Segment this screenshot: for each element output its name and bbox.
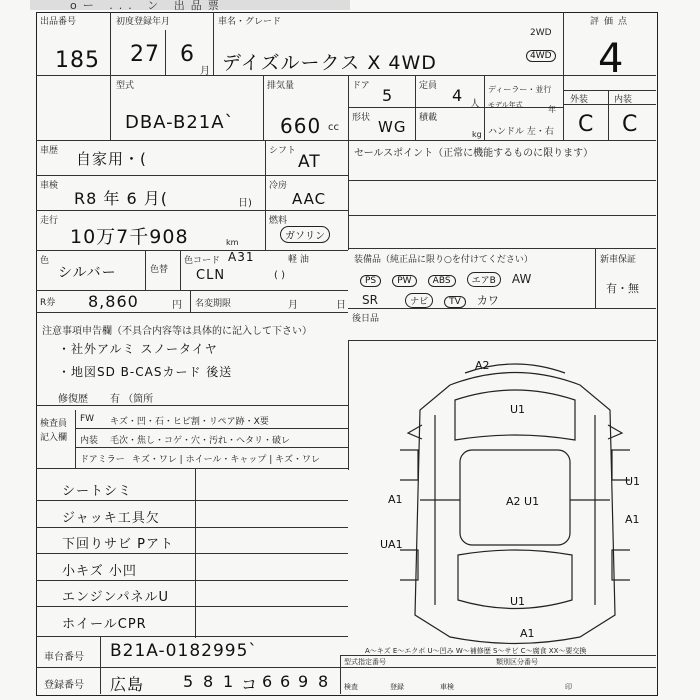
cc-label: 排気量 [267,81,295,91]
first-reg-label: 初度登録年月 [116,17,171,27]
divider [36,553,348,554]
capacity-unit: 人 [470,99,480,110]
divider [348,75,349,250]
divider [75,428,348,429]
chassis-label: 車台番号 [44,652,84,663]
name-expiry-label: 名変期限 [195,299,232,309]
shape-label: 形状 [352,113,371,123]
drive-2wd: 2WD [530,28,552,38]
reg-class-2: 8 [203,672,215,691]
divider [348,248,656,249]
handwritten-3: 下回りサビ Pアト [62,537,174,552]
divider [36,312,348,313]
divider [145,250,146,290]
door-label: ドア [352,81,370,91]
divider [595,248,596,308]
first-reg-year: 27 [130,42,160,67]
mini-label-6: 印 [565,683,572,691]
equip-sr: SR [362,293,378,307]
inspection-label: 車検 [40,181,59,191]
inspector-row-1-key: FW [80,414,95,424]
equipment-title: 装備品（純正品に限り○を付けてください） [354,255,533,265]
model-value: DBA-B21A` [125,112,235,133]
inspector-row-2-key: 内装 [80,436,99,446]
equipment-row-2 [362,289,499,308]
lot-number: 185 [55,48,100,73]
divider [165,30,166,75]
divider [75,447,348,448]
inspection-value: R8 年 6 月( [74,189,168,208]
equip-abs: ABS [428,275,456,287]
inspector-row-1-value: キズ・凹・石・ヒビ割・リペア跡・X要 [110,417,269,427]
color-label: 色 [40,256,50,266]
reg-class-1: 5 [183,672,195,691]
exterior-grade: C [578,112,595,137]
inspection-tail: 日) [238,198,252,209]
mini-label-2: 類別区分番号 [496,658,538,666]
mileage-unit: km [226,238,239,247]
mini-label-5: 車検 [440,683,454,691]
repair-history-value: 有 （箇所 [110,394,154,405]
name-grade-label: 車名・グレード [218,17,282,27]
model-year-label: モデル年式 [488,101,523,109]
divider [36,500,348,501]
year-unit: 年 [548,105,556,114]
divider [36,468,348,469]
fuel-label: 燃料 [269,216,288,226]
cc-value: 660 [280,114,322,138]
cc-unit: cc [328,122,339,133]
mini-label-3: 検査 [344,683,358,691]
handwritten-2: ジャッキ工具欠 [62,511,160,526]
handwritten-4: 小キズ 小凹 [62,564,137,579]
divider [36,606,348,607]
reg-area: 広島 [110,675,145,694]
handle-label: ハンドル 左・右 [488,127,554,137]
notes-line-1: ・社外アルミ スノータイヤ [58,342,218,356]
month-label: 月 [288,300,298,311]
diagram-mark-2: U1 [510,403,526,416]
inspector-row-3-key: ドアミラー [80,455,125,465]
diagram-mark-1: A2 [475,359,490,372]
equip-pw: PW [392,275,416,287]
divider [36,405,348,406]
chassis-number: B21A-0182995` [110,641,258,661]
diagram-mark-5: A2 U1 [506,495,540,508]
divider [348,107,563,108]
mini-label-4: 登録 [390,683,404,691]
reg-kana: コ [241,675,259,694]
handwritten-6: ホイールCPR [62,617,147,632]
color-value: シルバー [58,265,117,281]
equip-tv: TV [444,296,466,308]
diagram-mark-9: A1 [520,627,535,640]
reg-digit-3: 9 [298,672,310,691]
diagram-mark-6: A1 [625,513,640,526]
fuel-value: ガソリン [280,226,330,243]
divider [563,90,656,91]
use-label: 車歴 [40,146,59,156]
reg-class-3: 1 [223,672,235,691]
reg-digit-2: 6 [280,672,292,691]
equip-aw: AW [511,272,532,286]
divider [348,215,656,216]
light-oil-paren: ( ) [274,270,285,281]
use-value: 自家用・( [76,150,147,168]
reg-digit-4: 8 [318,672,330,691]
divider [36,210,348,211]
divider [36,580,348,581]
name-grade-value: デイズルークス X 4WD [222,52,437,74]
notes-line-2: ・地図SD B-CASカード 後送 [58,365,233,379]
light-oil-label: 軽 油 [288,255,309,265]
recycle-unit: 円 [172,300,182,311]
recycle-value: 8,860 [88,292,139,311]
diagram-mark-4: U1 [625,475,641,488]
color-change-label: 色替 [150,265,169,275]
new-car-warranty-label: 新車保証 [600,255,637,265]
divider [563,104,656,105]
first-reg-month: 6 [180,42,195,67]
divider [348,340,656,341]
divider [75,410,76,468]
shape-value: WG [378,118,407,136]
load-label: 積載 [419,113,438,123]
car-damage-diagram [380,355,650,645]
divider [348,180,656,181]
divider [110,12,111,140]
divider [563,12,564,140]
repair-history-label: 修復歴 [58,394,88,405]
inspector-label-2: 記入欄 [40,433,68,443]
inspector-label-1: 検査員 [40,419,68,429]
divider [36,290,348,291]
handwritten-5: エンジンパネルU [62,590,169,605]
lot-label: 出品番号 [40,17,77,27]
model-label: 型式 [116,81,135,91]
divider [340,655,656,656]
divider [36,667,656,668]
shift-label: シフト [269,146,297,156]
interior-grade: C [622,112,639,137]
sales-points-title: セールスポイント（正常に機能するものに限ります） [354,148,594,159]
capacity-value: 4 [452,86,464,105]
recycle-label: R券 [40,298,56,308]
load-unit: kg [472,130,482,139]
divider [100,636,101,694]
equip-leather: カワ [476,294,499,307]
divider [36,527,348,528]
divider [36,140,656,141]
month-unit: 月 [200,66,210,77]
shift-value: AT [298,152,321,172]
divider [348,340,349,470]
color-code2-value: CLN [196,268,226,283]
ac-label: 冷房 [269,181,288,191]
notes-title: 注意事項申告欄（不具合内容等は具体的に記入して下さい） [42,326,312,337]
divider [263,75,264,140]
equip-navi: ナビ [405,293,433,308]
divider [36,636,348,637]
new-car-warranty-value: 有・無 [606,282,639,295]
door-value: 5 [382,86,394,105]
divider [340,655,341,694]
divider [36,250,348,251]
divider [348,308,656,309]
reg-digit-1: 6 [262,672,274,691]
divider [190,290,191,312]
score-value: 4 [598,36,625,82]
interior-label: 内装 [614,95,633,105]
inspector-row-3-value: キズ・ワレ | ホイール・キャップ | キズ・ワレ [132,455,320,465]
diagram-mark-3: A1 [388,493,403,506]
mileage-label: 走行 [40,216,59,226]
divider [213,12,214,75]
divider [608,90,609,140]
drive-4wd-circled: 4WD [526,50,556,62]
damage-legend: A〜キズ E〜エクボ U〜凹み W〜補修歴 S〜サビ C〜腐食 XX〜要交換 [365,647,587,655]
after-items-label: 後日品 [352,314,380,324]
mileage-value: 10万7千908 [70,226,189,248]
divider [180,250,181,290]
exterior-label: 外装 [570,95,589,105]
day-label: 日 [336,300,346,311]
header-title: oー ... ン 出品票 [70,0,225,12]
mini-label-1: 型式指定番号 [344,658,386,666]
inspector-row-2-value: 毛次・焦し・コゲ・穴・汚れ・ヘタリ・破レ [110,436,291,446]
divider [36,175,348,176]
diagram-mark-7: U1 [510,595,526,608]
color-code-value: A31 [228,250,255,264]
equip-ps: PS [360,275,381,287]
handwritten-1: シートシミ [62,484,133,499]
diagram-mark-8: UA1 [380,538,403,551]
dealer-label: ディーラー・並行 [488,85,552,94]
equipment-row-1 [360,268,531,287]
divider [265,140,266,250]
ac-value: AAC [292,190,327,208]
score-label: 評価点 [590,17,633,27]
capacity-label: 定員 [419,81,438,91]
reg-label: 登録番号 [44,680,84,691]
equip-airbag: エアB [467,272,501,287]
color-code-label: 色コード [184,256,221,266]
